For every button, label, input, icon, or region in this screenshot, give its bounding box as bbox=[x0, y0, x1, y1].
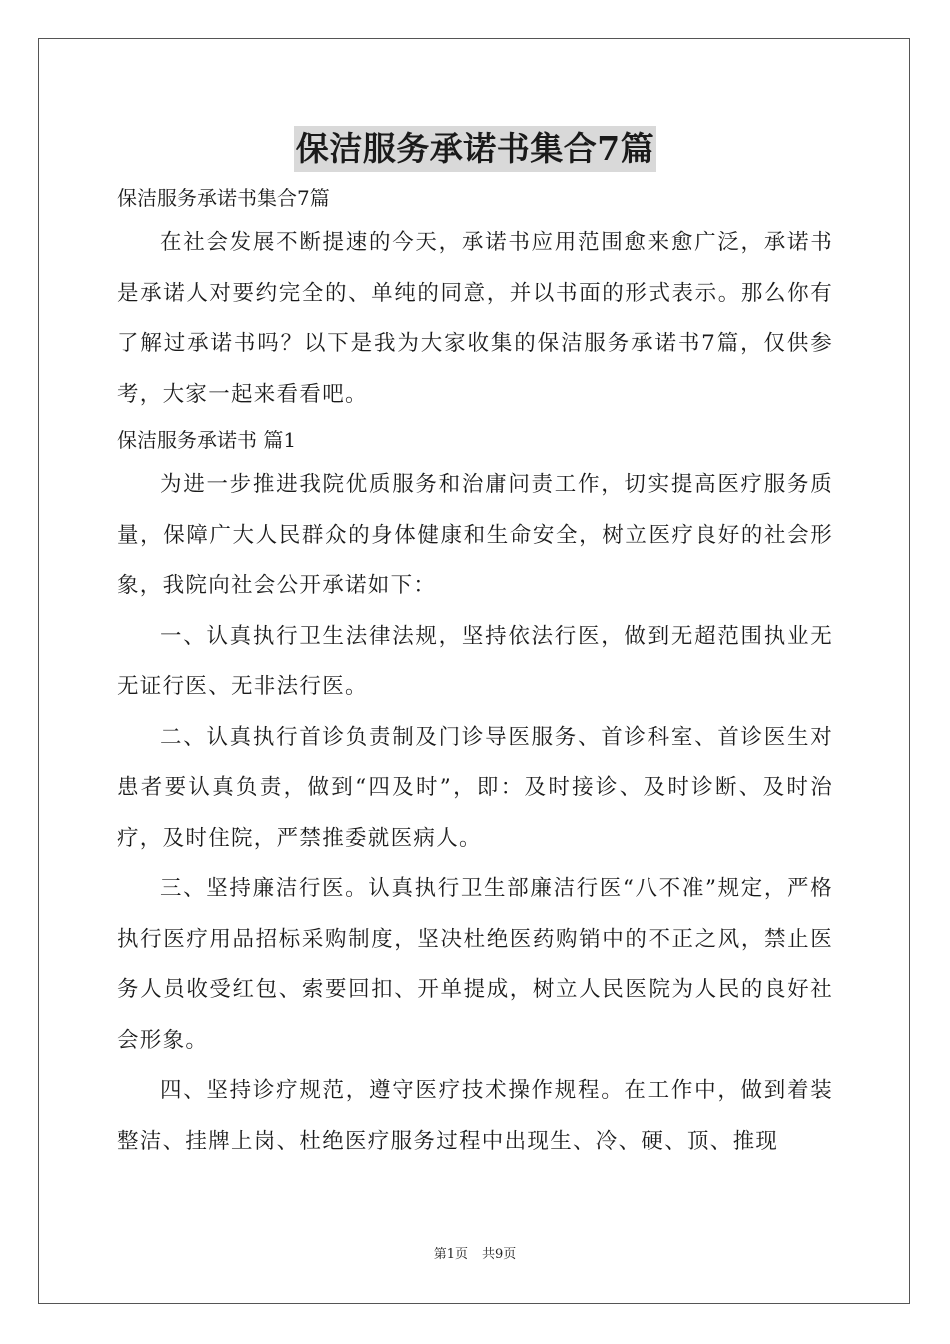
document-body bbox=[117, 178, 833, 1167]
page-number: 第1页 bbox=[433, 1247, 468, 1262]
title-container bbox=[0, 126, 950, 172]
body-paragraph: 三、坚持廉洁行医。认真执行卫生部廉洁行医“八不准”规定，严格执行医疗用品招标采购制度，坚决杜绝医药购销中的不正之风，禁止医务人员收受红包、索要回扣、开单提成，树立人民医院为人民的良好社会形象。 bbox=[117, 876, 833, 1053]
body-paragraph: 二、认真执行首诊负责制及门诊导医服务、首诊科室、首诊医生对患者要认真负责，做到“四及时”，即：及时接诊、及时诊断、及时治疗，及时住院，严禁推委就医病人。 bbox=[117, 724, 833, 851]
section-heading: 保洁服务承诺书 篇1 bbox=[117, 428, 297, 452]
body-paragraph: 四、坚持诊疗规范，遵守医疗技术操作规程。在工作中，做到着装整洁、挂牌上岗、杜绝医疗服务过程中出现生、冷、硬、顶、推现 bbox=[117, 1078, 833, 1154]
page-footer bbox=[0, 1246, 950, 1264]
document-title: 保洁服务承诺书集合7篇 bbox=[294, 126, 656, 172]
body-paragraph: 为进一步推进我院优质服务和治庸问责工作，切实提高医疗服务质量，保障广大人民群众的身体健康和生命安全，树立医疗良好的社会形象，我院向社会公开承诺如下： bbox=[117, 472, 833, 598]
document-subtitle: 保洁服务承诺书集合7篇 bbox=[117, 186, 330, 210]
page-total: 共9页 bbox=[482, 1247, 517, 1262]
body-paragraph: 一、认真执行卫生法律法规，坚持依法行医，做到无超范围执业无无证行医、无非法行医。 bbox=[117, 623, 833, 699]
intro-paragraph: 在社会发展不断提速的今天，承诺书应用范围愈来愈广泛，承诺书是承诺人对要约完全的、单纯的同意，并以书面的形式表示。那么你有了解过承诺书吗？以下是我为大家收集的保洁服务承诺书7篇，仅供参考，大家一起来看看吧。 bbox=[117, 230, 833, 407]
